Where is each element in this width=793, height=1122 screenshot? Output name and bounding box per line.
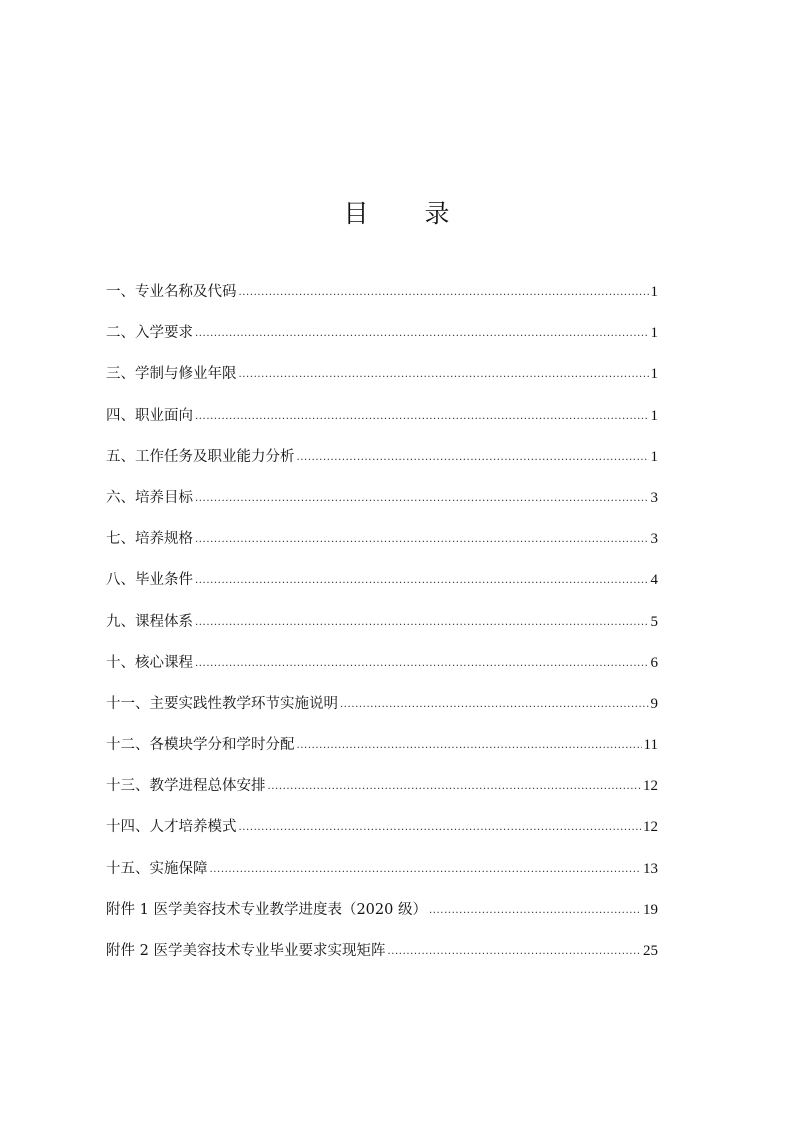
toc-entry-page: 19 [643,901,658,918]
toc-entry-page: 1 [650,448,658,465]
toc-leader-dots [297,444,649,472]
toc-entry-label: 二、入学要求 [106,325,193,342]
toc-entry-label: 十四、人才培养模式 [106,819,237,836]
toc-entry-page: 1 [650,407,658,424]
toc-entry[interactable] [106,484,658,525]
toc-leader-dots [239,814,642,842]
toc-entry[interactable] [106,360,658,401]
toc-entry[interactable] [106,731,658,772]
toc-entry-page: 25 [643,943,658,959]
toc-leader-dots [195,609,649,637]
toc-entry[interactable] [106,443,658,484]
toc-entry-page: 13 [643,860,658,877]
table-of-contents [106,278,658,978]
toc-entry[interactable] [106,525,658,566]
toc-entry[interactable] [106,772,658,813]
toc-entry[interactable] [106,402,658,443]
toc-leader-dots [195,403,649,431]
page-title [0,196,793,232]
toc-leader-dots [195,526,649,554]
title-char-1: 目 [343,199,369,228]
toc-entry-label: 附件 2 医学美容技术专业毕业要求实现矩阵 [106,943,386,959]
toc-leader-dots [210,856,642,884]
toc-leader-dots [429,897,641,925]
toc-entry-label: 十二、各模块学分和学时分配 [106,737,295,754]
toc-leader-dots [297,732,642,760]
toc-entry-page: 3 [650,489,658,506]
toc-entry-page: 1 [650,284,658,300]
toc-entry-page: 12 [643,778,658,795]
toc-leader-dots [340,691,649,719]
toc-entry-label: 五、工作任务及职业能力分析 [106,448,295,465]
toc-entry[interactable] [106,855,658,896]
toc-entry-label: 十、核心课程 [106,654,193,671]
toc-entry-page: 3 [650,531,658,548]
toc-entry-label: 十一、主要实践性教学环节实施说明 [106,695,338,712]
toc-entry-page: 1 [650,325,658,342]
toc-entry[interactable] [106,690,658,731]
toc-entry[interactable] [106,278,658,319]
toc-entry-label: 一、专业名称及代码 [106,284,237,300]
toc-leader-dots [195,650,649,678]
toc-leader-dots [268,773,642,801]
toc-entry[interactable] [106,937,658,978]
toc-entry-label: 十三、教学进程总体安排 [106,778,266,795]
toc-entry[interactable] [106,608,658,649]
toc-entry[interactable] [106,813,658,854]
toc-leader-dots [195,485,649,513]
toc-entry-label: 十五、实施保障 [106,860,208,877]
toc-entry-label: 七、培养规格 [106,531,193,548]
toc-entry-page: 4 [650,572,658,589]
toc-entry-page: 5 [650,613,658,630]
toc-entry-page: 1 [650,366,658,383]
toc-leader-dots [195,320,649,348]
toc-entry-page: 12 [643,819,658,836]
toc-entry[interactable] [106,319,658,360]
toc-entry-label: 九、课程体系 [106,613,193,630]
toc-entry[interactable] [106,649,658,690]
toc-entry-label: 附件 1 医学美容技术专业教学进度表（2020 级） [106,901,427,918]
toc-entry-label: 八、毕业条件 [106,572,193,589]
title-char-2: 录 [424,199,450,228]
toc-leader-dots [387,938,641,966]
toc-entry[interactable] [106,566,658,607]
toc-entry-label: 四、职业面向 [106,407,193,424]
toc-leader-dots [239,361,649,389]
toc-entry-page: 6 [650,654,658,671]
toc-entry[interactable] [106,896,658,937]
toc-entry-label: 六、培养目标 [106,489,193,506]
toc-leader-dots [239,279,649,307]
toc-entry-page: 9 [650,695,658,712]
toc-entry-page: 11 [643,737,658,754]
toc-entry-label: 三、学制与修业年限 [106,366,237,383]
toc-leader-dots [195,567,649,595]
